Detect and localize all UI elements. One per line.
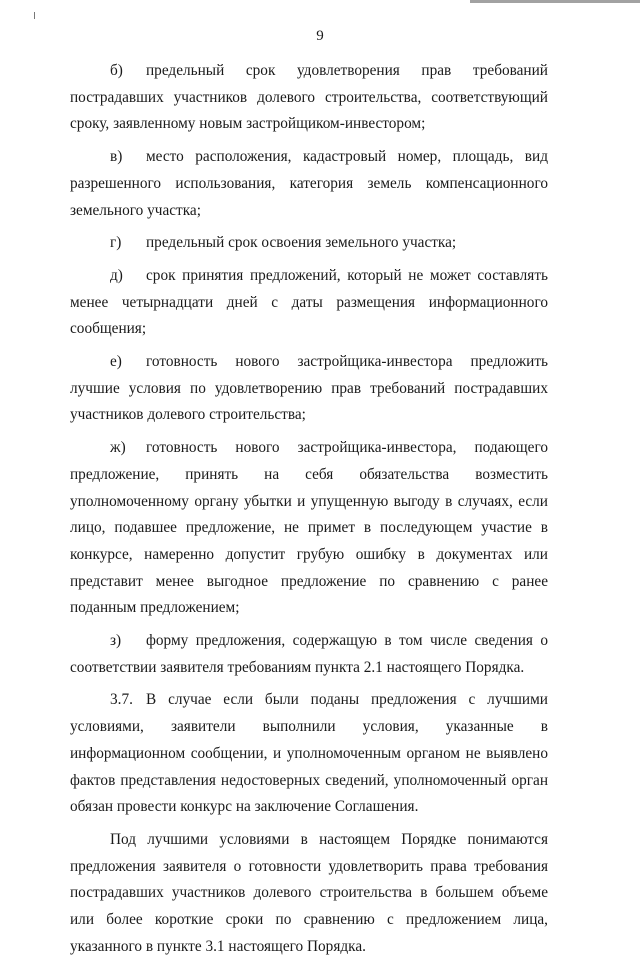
final-paragraph: Под лучшими условиями в настоящем Порядке понимаются предложения заявителя о готовности удовлетворить права требования пострадавших участников долевого строительства в большем объеме или более короткие сроки по сравнению с предложением лица, указанного в пункте 3.1 настоящего Порядка. [70,830,548,955]
list-item-e [70,349,548,429]
list-item-v [70,144,548,224]
list-marker: г) [110,234,122,252]
list-marker: з) [110,632,122,650]
clause-text: В случае если были поданы предложения с лучшими условиями, заявители выполнили условия, указанные в информационном сообщении, и уполномоченным органом не выявлено фактов представления недостоверных сведений, уполномоченный орган обязан провести конкурс на заключение Соглашения. [70,691,548,816]
list-item-b [70,58,548,138]
scan-mark [34,12,35,19]
scan-edge [470,0,640,3]
list-item-d [70,263,548,343]
list-marker: ж) [110,439,126,457]
list-item-z [70,628,548,681]
list-item-text: предельный срок удовлетворения прав требований пострадавших участников долевого строительства, соответствующий сроку, заявленному новым застройщиком-инвестором; [70,62,548,133]
page-number: 9 [316,28,324,44]
list-item-zh [70,435,548,622]
list-item-text: предельный срок освоения земельного участка; [146,234,457,252]
list-item-text: готовность нового застройщика-инвестора предложить лучшие условия по удовлетворению прав требований пострадавших участников долевого строительства; [70,353,548,424]
clause-marker: 3.7. [110,691,133,709]
list-item-text: готовность нового застройщика-инвестора, подающего предложение, принять на себя обязательства возместить уполномоченному органу убытки и упущенную выгоду в случаях, если лицо, подавшее предложение, не примет в последующем участие в конкурсе, намеренно допустит грубую ошибку в документах или представит менее выгодное предложение по сравнению с ранее поданным предложением; [70,439,548,617]
list-item-text: срок принятия предложений, который не может составлять менее четырнадцати дней с даты размещения информационного сообщения; [70,266,548,338]
list-marker: в) [110,148,123,166]
list-marker: д) [110,266,123,284]
list-item-text: форму предложения, содержащую в том числе сведения о соответствии заявителя требованиям пункта 2.1 настоящего Порядка. [70,632,548,676]
list-item-g [70,230,548,257]
clause-3-7 [70,687,548,821]
document-body [70,58,548,961]
list-marker: б) [110,62,123,79]
list-marker: е) [110,353,122,371]
list-item-text: место расположения, кадастровый номер, площадь, вид разрешенного использования, категория земель компенсационного земельного участка; [70,148,548,219]
